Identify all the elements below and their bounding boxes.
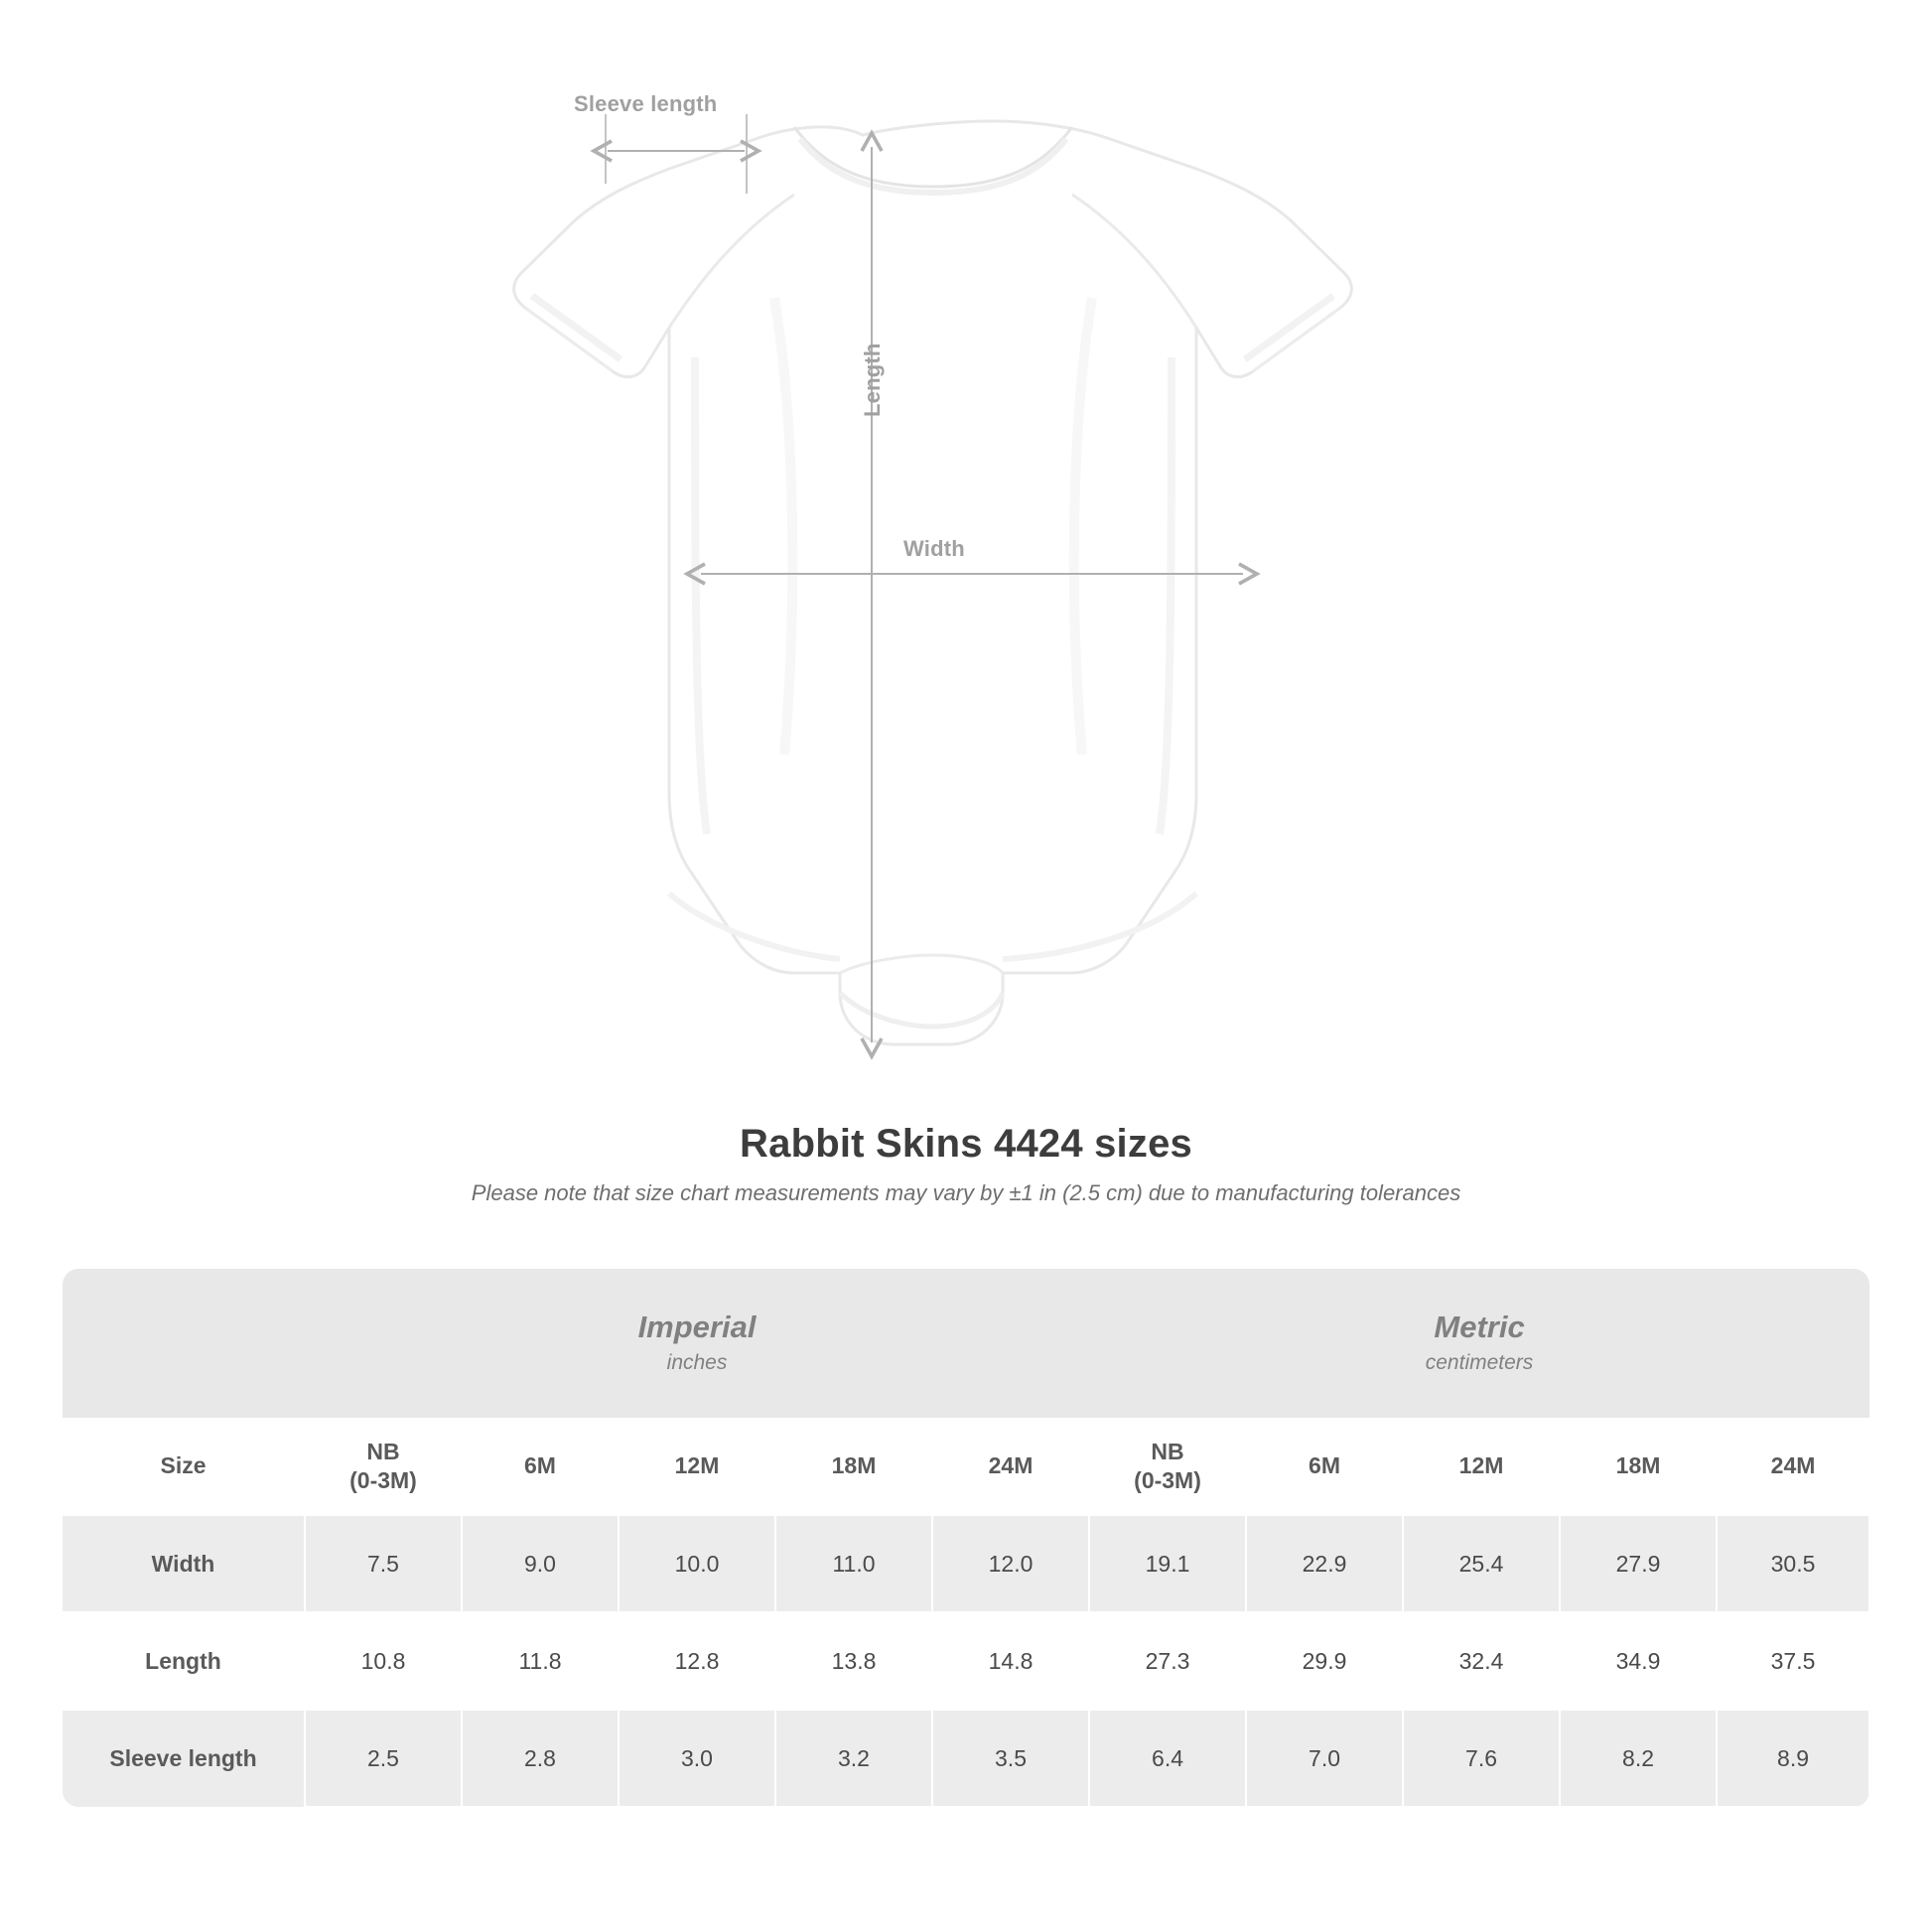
cell-width-metric-18m: 27.9: [1560, 1515, 1717, 1612]
cell-width-imperial-12m: 10.0: [619, 1515, 775, 1612]
col-header-imperial-12m: 12M: [619, 1418, 775, 1515]
cell-length-imperial-12m: 12.8: [619, 1612, 775, 1710]
col-header-metric-24m: 24M: [1717, 1418, 1869, 1515]
cell-sleeve-metric-18m: 8.2: [1560, 1710, 1717, 1807]
cell-sleeve-metric-nb: 6.4: [1089, 1710, 1246, 1807]
width-label: Width: [903, 536, 965, 561]
cell-width-metric-nb: 19.1: [1089, 1515, 1246, 1612]
cell-length-imperial-6m: 11.8: [462, 1612, 619, 1710]
unit-metric-cell: [1089, 1269, 1869, 1418]
cell-width-imperial-24m: 12.0: [932, 1515, 1089, 1612]
table-row: [63, 1710, 1869, 1807]
title-block: [0, 1122, 1932, 1206]
table-row: [63, 1515, 1869, 1612]
size-chart-table-wrap: [63, 1269, 1869, 1808]
bodysuit-shape: [514, 121, 1352, 1044]
cell-sleeve-imperial-24m: 3.5: [932, 1710, 1089, 1807]
unit-metric-sub: centimeters: [1425, 1350, 1534, 1374]
col-header-imperial-18m: 18M: [775, 1418, 932, 1515]
col-header-metric-nb: [1089, 1418, 1246, 1515]
cell-length-metric-6m: 29.9: [1246, 1612, 1403, 1710]
unit-imperial-sub: inches: [666, 1350, 728, 1374]
col-header-metric-18m: 18M: [1560, 1418, 1717, 1515]
cell-sleeve-metric-24m: 8.9: [1717, 1710, 1869, 1807]
cell-width-imperial-6m: 9.0: [462, 1515, 619, 1612]
col-header-line1: NB: [1151, 1438, 1184, 1464]
col-header-imperial-nb: [305, 1418, 462, 1515]
size-chart-table: [63, 1269, 1870, 1808]
unit-imperial-cell: [305, 1269, 1089, 1418]
cell-width-imperial-nb: 7.5: [305, 1515, 462, 1612]
row-label-sleeve-length: Sleeve length: [63, 1710, 305, 1807]
sleeve-length-label: Sleeve length: [574, 91, 718, 116]
column-header-row: [63, 1418, 1869, 1515]
unit-spacer-cell: [63, 1269, 305, 1418]
length-label: Length: [860, 343, 885, 417]
cell-width-imperial-18m: 11.0: [775, 1515, 932, 1612]
row-label-width: Width: [63, 1515, 305, 1612]
size-header: Size: [63, 1418, 305, 1515]
cell-sleeve-imperial-nb: 2.5: [305, 1710, 462, 1807]
cell-length-imperial-nb: 10.8: [305, 1612, 462, 1710]
col-header-imperial-24m: 24M: [932, 1418, 1089, 1515]
cell-length-metric-nb: 27.3: [1089, 1612, 1246, 1710]
cell-width-metric-24m: 30.5: [1717, 1515, 1869, 1612]
cell-length-metric-18m: 34.9: [1560, 1612, 1717, 1710]
cell-width-metric-6m: 22.9: [1246, 1515, 1403, 1612]
unit-metric-name: Metric: [1434, 1309, 1525, 1344]
cell-sleeve-imperial-12m: 3.0: [619, 1710, 775, 1807]
cell-length-metric-12m: 32.4: [1403, 1612, 1560, 1710]
unit-imperial-name: Imperial: [637, 1309, 757, 1344]
cell-length-imperial-24m: 14.8: [932, 1612, 1089, 1710]
page-title: Rabbit Skins 4424 sizes: [740, 1122, 1192, 1166]
col-header-metric-12m: 12M: [1403, 1418, 1560, 1515]
cell-width-metric-12m: 25.4: [1403, 1515, 1560, 1612]
col-header-metric-6m: 6M: [1246, 1418, 1403, 1515]
col-header-line2: (0-3M): [1134, 1466, 1201, 1493]
cell-sleeve-imperial-6m: 2.8: [462, 1710, 619, 1807]
cell-sleeve-metric-6m: 7.0: [1246, 1710, 1403, 1807]
table-row: [63, 1612, 1869, 1710]
col-header-imperial-6m: 6M: [462, 1418, 619, 1515]
row-label-length: Length: [63, 1612, 305, 1710]
tolerance-note: Please note that size chart measurements may vary by ±1 in (2.5 cm) due to manufacturing tolerances: [471, 1180, 1461, 1205]
cell-sleeve-imperial-18m: 3.2: [775, 1710, 932, 1807]
cell-length-metric-24m: 37.5: [1717, 1612, 1869, 1710]
cell-length-imperial-18m: 13.8: [775, 1612, 932, 1710]
unit-header-row: [63, 1269, 1869, 1418]
cell-sleeve-metric-12m: 7.6: [1403, 1710, 1560, 1807]
col-header-line2: (0-3M): [349, 1466, 417, 1493]
col-header-line1: NB: [366, 1438, 400, 1464]
